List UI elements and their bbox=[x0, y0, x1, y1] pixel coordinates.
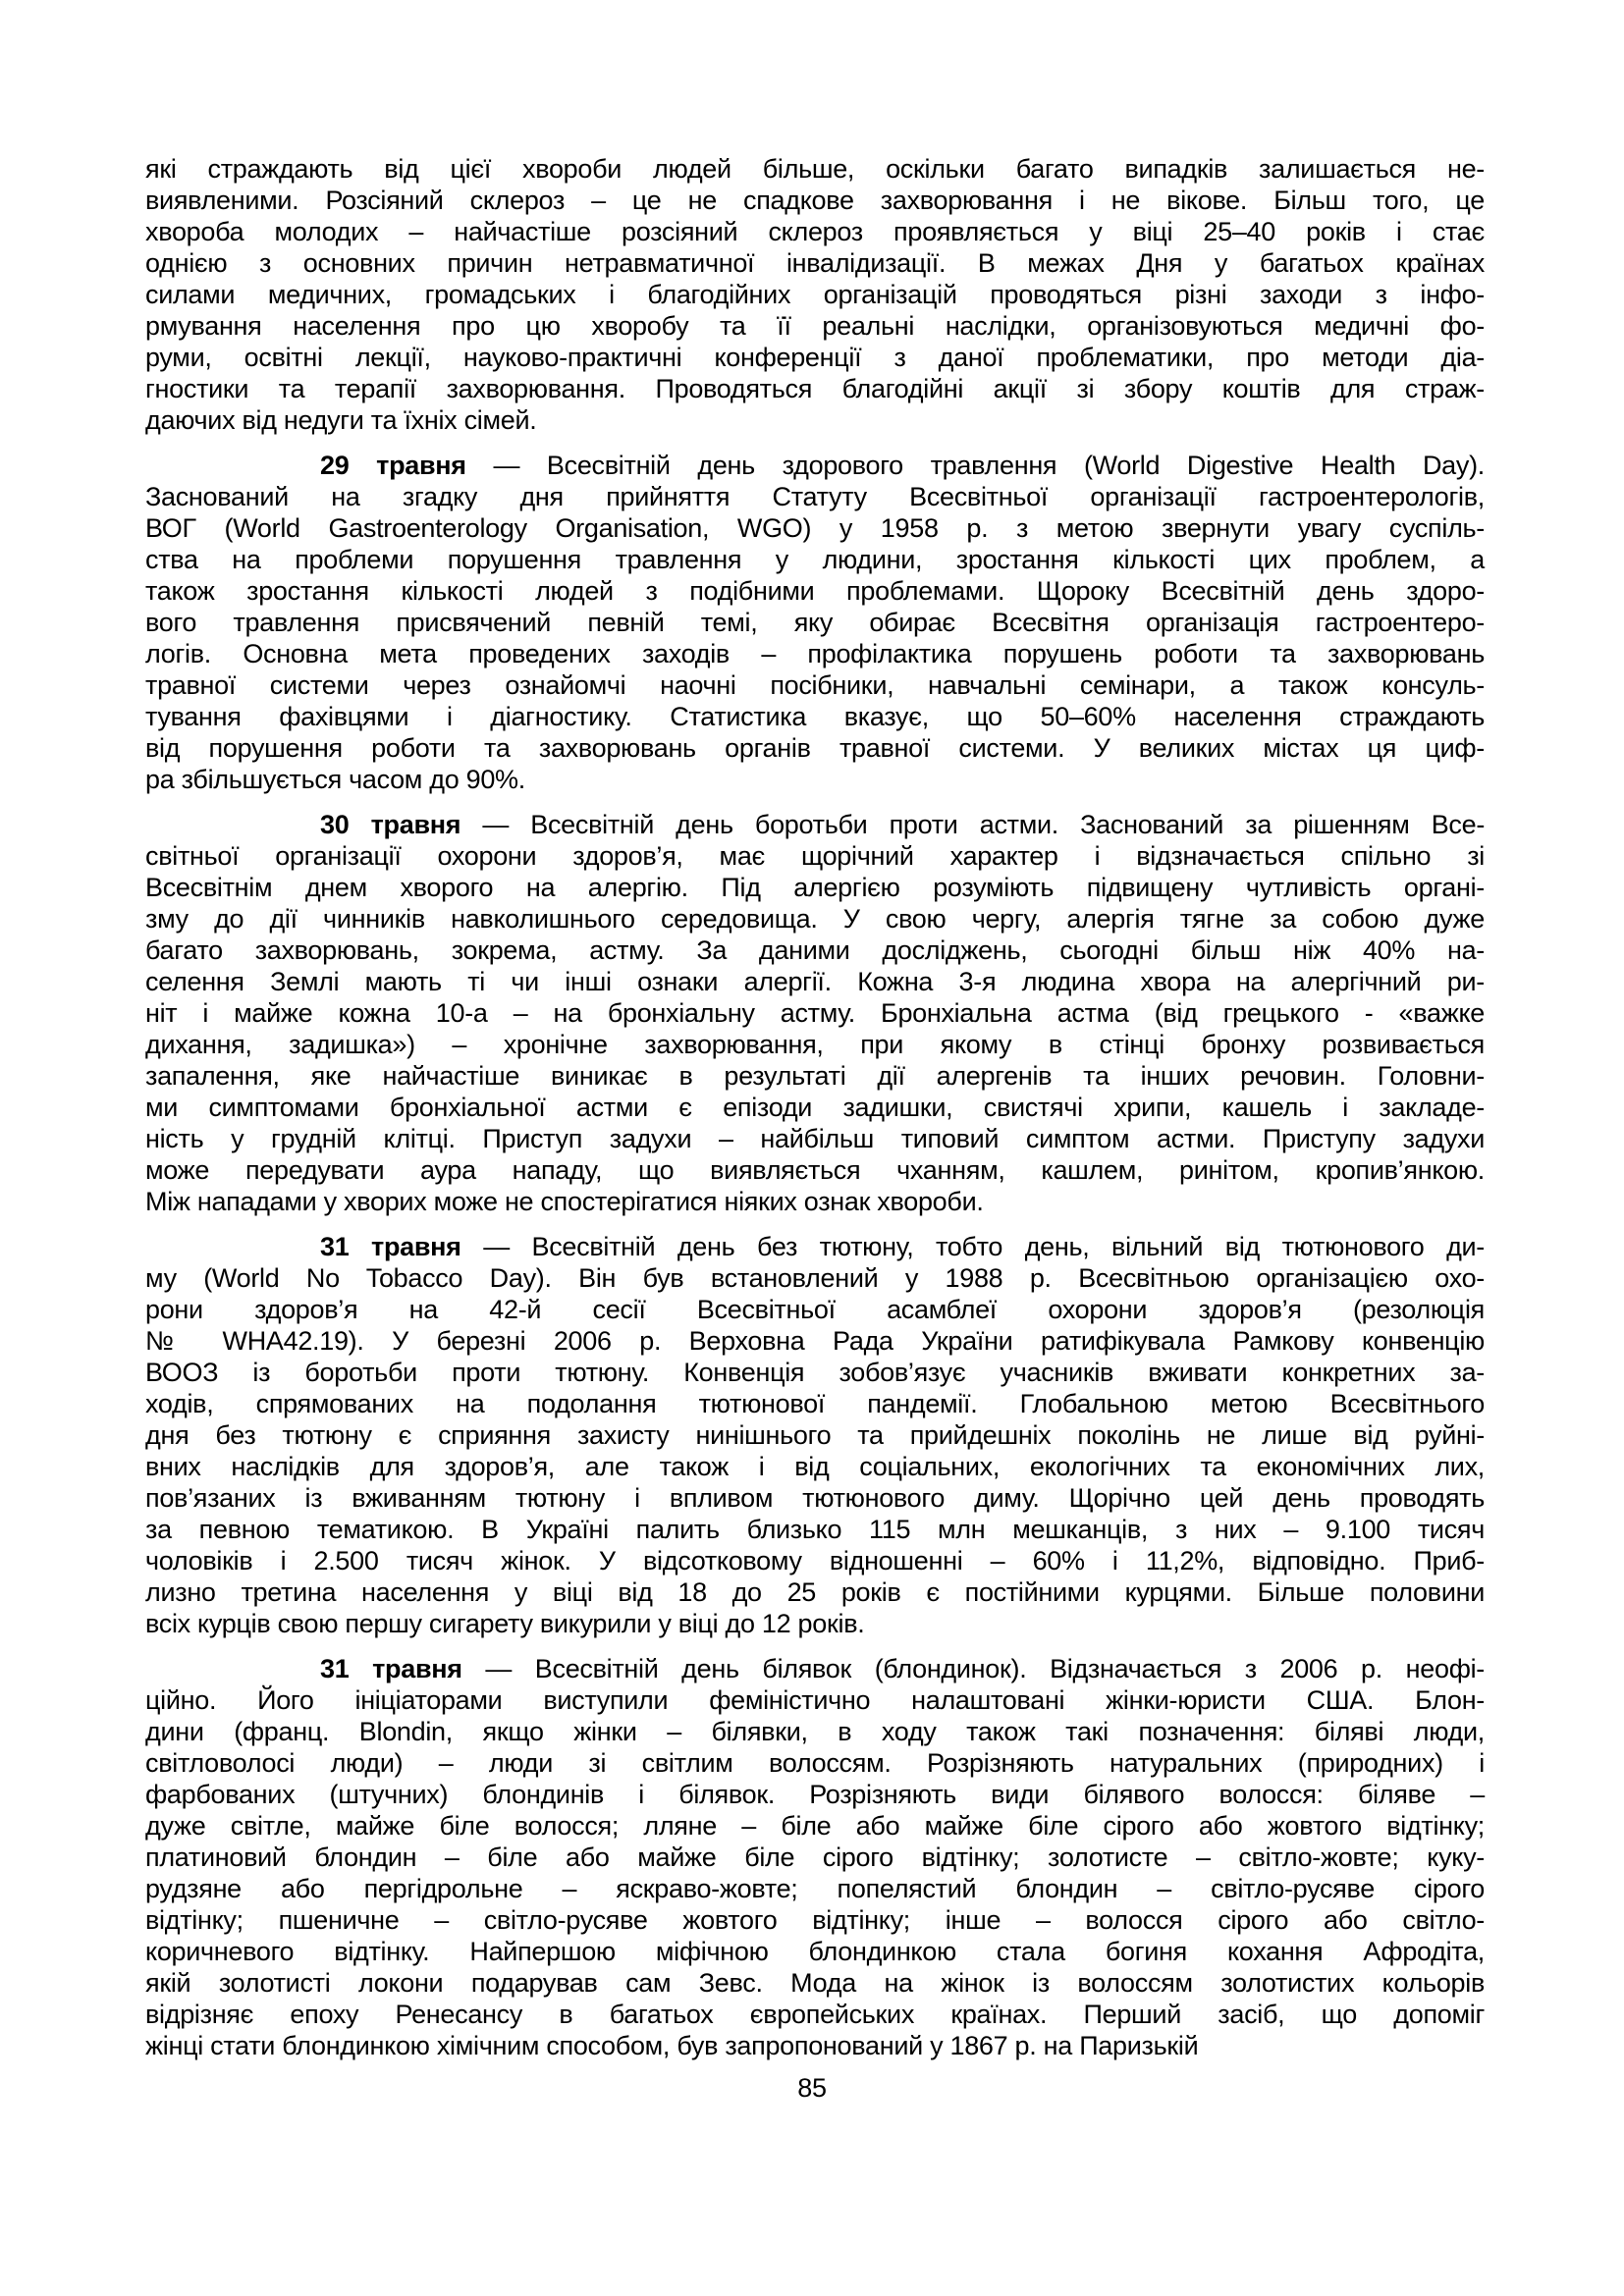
text-line: му (World No Tobacco Day). Він був встановлений у 1988 р. Всесвітньою організацією охо- bbox=[145, 1263, 1485, 1293]
text-line: ми симптомами бронхіальної астми є епізоди задишки, свистячі хрипи, кашель і закладе- bbox=[145, 1093, 1485, 1122]
text-line: силами медичних, громадських і благодійних організацій проводяться різні заходи з інфо- bbox=[145, 280, 1485, 309]
text-line: 29 травня — Всесвітній день здорового травлення (World Digestive Health Day). bbox=[320, 451, 1485, 480]
text-line: руми, освітні лекції, науково-практичні конференції з даної проблематики, про методи діа- bbox=[145, 343, 1485, 372]
text-line: якій золотисті локони подарував сам Зевс. Мода на жінок із волоссям золотистих кольорів bbox=[145, 1968, 1485, 1998]
text-line: багато захворювань, зокрема, астму. За даними досліджень, сьогодні більш ніж 40% на- bbox=[145, 935, 1485, 965]
text-line: 31 травня — Всесвітній день білявок (блондинок). Відзначається з 2006 р. неофі- bbox=[320, 1654, 1485, 1683]
text-line: рудзяне або пергідрольне – яскраво-жовте; попелястий блондин – світло-русяве сірого bbox=[145, 1874, 1485, 1903]
text-line: ВОГ (World Gastroenterology Organisation, WGO) у 1958 р. з метою звернути увагу суспіль- bbox=[145, 513, 1485, 543]
text-line: всіх курців свою першу сигарету викурили у віці до 12 років. bbox=[145, 1609, 865, 1638]
text-line: ходів, спрямованих на подолання тютюнової пандемії. Глобальною метою Всесвітнього bbox=[145, 1389, 1485, 1418]
text-line: світловолосі люди) – люди зі світлим волоссям. Розрізняють натуральних (природних) і bbox=[145, 1748, 1485, 1778]
text-line: ніт і майже кожна 10-а – на бронхіальну астму. Бронхіальна астма (від грецького - «важке bbox=[145, 998, 1485, 1028]
paragraph bbox=[145, 809, 1485, 1217]
paragraph bbox=[145, 450, 1485, 795]
text-line: тування фахівцями і діагностику. Статистика вказує, що 50–60% населення страждають bbox=[145, 702, 1485, 731]
text-line: коричневого відтінку. Найпершою міфічною блондинкою стала богиня кохання Афродіта, bbox=[145, 1937, 1485, 1966]
text-line: Всесвітнім днем хворого на алергію. Під алергією розуміють підвищену чутливість органі- bbox=[145, 873, 1485, 902]
paragraph bbox=[145, 1653, 1485, 2061]
text-line: фарбованих (штучних) блондинів і білявок. Розрізняють види білявого волосся: біляве – bbox=[145, 1780, 1485, 1809]
text-line: відтінку; пшеничне – світло-русяве жовтого відтінку; інше – волосся сірого або світло- bbox=[145, 1905, 1485, 1935]
text-line: 31 травня — Всесвітній день без тютюну, тобто день, вільний від тютюнового ди- bbox=[320, 1232, 1485, 1261]
text-line: 30 травня — Всесвітній день боротьби проти астми. Заснований за рішенням Все- bbox=[320, 810, 1486, 839]
text-line: травної системи через ознайомчі наочні посібники, навчальні семінари, а також консуль- bbox=[145, 670, 1485, 700]
text-line: ність у грудній клітці. Приступ задухи – найбільш типовий симптом астми. Приступу задухи bbox=[145, 1124, 1485, 1153]
text-line: також зростання кількості людей з подібними проблемами. Щороку Всесвітній день здоро- bbox=[145, 576, 1485, 606]
text-line: однією з основних причин нетравматичної інвалідизації. В межах Дня у багатьох країнах bbox=[145, 248, 1485, 278]
text-line: відрізняє епоху Ренесансу в багатьох європейських країнах. Перший засіб, що допоміг bbox=[145, 2000, 1485, 2029]
text-line: логів. Основна мета проведених заходів – профілактика порушень роботи та захворювань bbox=[145, 639, 1485, 668]
text-line: від порушення роботи та захворювань органів травної системи. У великих містах ця циф- bbox=[145, 733, 1485, 763]
text-line: жінці стати блондинкою хімічним способом, був запропонований у 1867 р. на Паризькій bbox=[145, 2031, 1199, 2060]
text-line: ВООЗ із боротьби проти тютюну. Конвенція зобов’язує учасників вживати конкретних за- bbox=[145, 1358, 1485, 1387]
text-line: ра збільшується часом до 90%. bbox=[145, 765, 525, 794]
text-line: пов’язаних із вживанням тютюну і впливом тютюнового диму. Щорічно цей день проводять bbox=[145, 1483, 1485, 1513]
text-line: ства на проблеми порушення травлення у людини, зростання кількості цих проблем, а bbox=[145, 545, 1485, 574]
text-line: чоловіків і 2.500 тисяч жінок. У відсотковому відношенні – 60% і 11,2%, відповідно. Приб- bbox=[145, 1546, 1485, 1575]
date-heading: 31 травня bbox=[320, 1654, 462, 1683]
paragraph bbox=[145, 153, 1485, 436]
text-content bbox=[145, 153, 1485, 2075]
text-line: які страждають від цієї хвороби людей більше, оскільки багато випадків залишається не- bbox=[145, 154, 1485, 184]
text-line: Заснований на згадку дня прийняття Статуту Всесвітньої організації гастроентерологів, bbox=[145, 482, 1485, 511]
text-line: дини (франц. Blondin, якщо жінки – білявки, в ходу також такі позначення: біляві люди, bbox=[145, 1717, 1485, 1746]
text-line: вних наслідків для здоров’я, але також і від соціальних, екологічних та економічних лих, bbox=[145, 1452, 1485, 1481]
text-line: вого травлення присвячений певній темі, яку обирає Всесвітня організація гастроентеро- bbox=[145, 608, 1485, 637]
text-line: виявленими. Розсіяний склероз – це не спадкове захворювання і не вікове. Більш того, це bbox=[145, 186, 1485, 215]
text-line: ційно. Його ініціаторами виступили феміністично налаштовані жінки-юристи США. Блон- bbox=[145, 1685, 1485, 1715]
text-line: дня без тютюну є сприяння захисту нинішнього та прийдешніх поколінь не лише від руйні- bbox=[145, 1420, 1485, 1450]
text-line: платиновий блондин – біле або майже біле сірого відтінку; золотисте – світло-жовте; куку- bbox=[145, 1842, 1485, 1872]
text-line: дихання, задишка») – хронічне захворювання, при якому в стінці бронху розвивається bbox=[145, 1030, 1485, 1059]
paragraph bbox=[145, 1231, 1485, 1639]
text-line: рмування населення про цю хворобу та її реальні наслідки, організовуються медичні фо- bbox=[145, 311, 1485, 341]
text-line: за певною тематикою. В Україні палить близько 115 млн мешканців, з них – 9.100 тисяч bbox=[145, 1515, 1485, 1544]
text-line: лизно третина населення у віці від 18 до 25 років є постійними курцями. Більше половини bbox=[145, 1577, 1485, 1607]
date-heading: 29 травня bbox=[320, 451, 466, 480]
text-line: дуже світле, майже біле волосся; лляне – біле або майже біле сірого або жовтого відтінку; bbox=[145, 1811, 1485, 1841]
text-line: світньої організації охорони здоров’я, має щорічний характер і відзначається спільно зі bbox=[145, 841, 1485, 871]
text-line: зму до дії чинників навколишнього середовища. У свою чергу, алергія тягне за собою дуже bbox=[145, 904, 1485, 934]
text-line: № WHA42.19). У березні 2006 р. Верховна Рада України ратифікувала Рамкову конвенцію bbox=[145, 1326, 1485, 1356]
text-line: запалення, яке найчастіше виникає в результаті дії алергенів та інших речовин. Головни- bbox=[145, 1061, 1485, 1091]
text-line: хвороба молодих – найчастіше розсіяний склероз проявляється у віці 25–40 років і стає bbox=[145, 217, 1485, 246]
text-line: селення Землі мають ті чи інші ознаки алергії. Кожна 3-я людина хвора на алергічний ри- bbox=[145, 967, 1485, 996]
page-number: 85 bbox=[797, 2073, 827, 2103]
text-line: може передувати аура нападу, що виявляється чханням, кашлем, ринітом, кропив’янкою. bbox=[145, 1155, 1485, 1185]
text-line: рони здоров’я на 42-й сесії Всесвітньої асамблеї охорони здоров’я (резолюція bbox=[145, 1295, 1485, 1324]
text-line: Між нападами у хворих може не спостерігатися ніяких ознак хвороби. bbox=[145, 1187, 984, 1216]
text-line: даючих від недуги та їхніх сімей. bbox=[145, 405, 537, 435]
date-heading: 30 травня bbox=[320, 810, 461, 839]
date-heading: 31 травня bbox=[320, 1232, 461, 1261]
text-line: гностики та терапії захворювання. Проводяться благодійні акції зі збору коштів для страж- bbox=[145, 374, 1485, 403]
